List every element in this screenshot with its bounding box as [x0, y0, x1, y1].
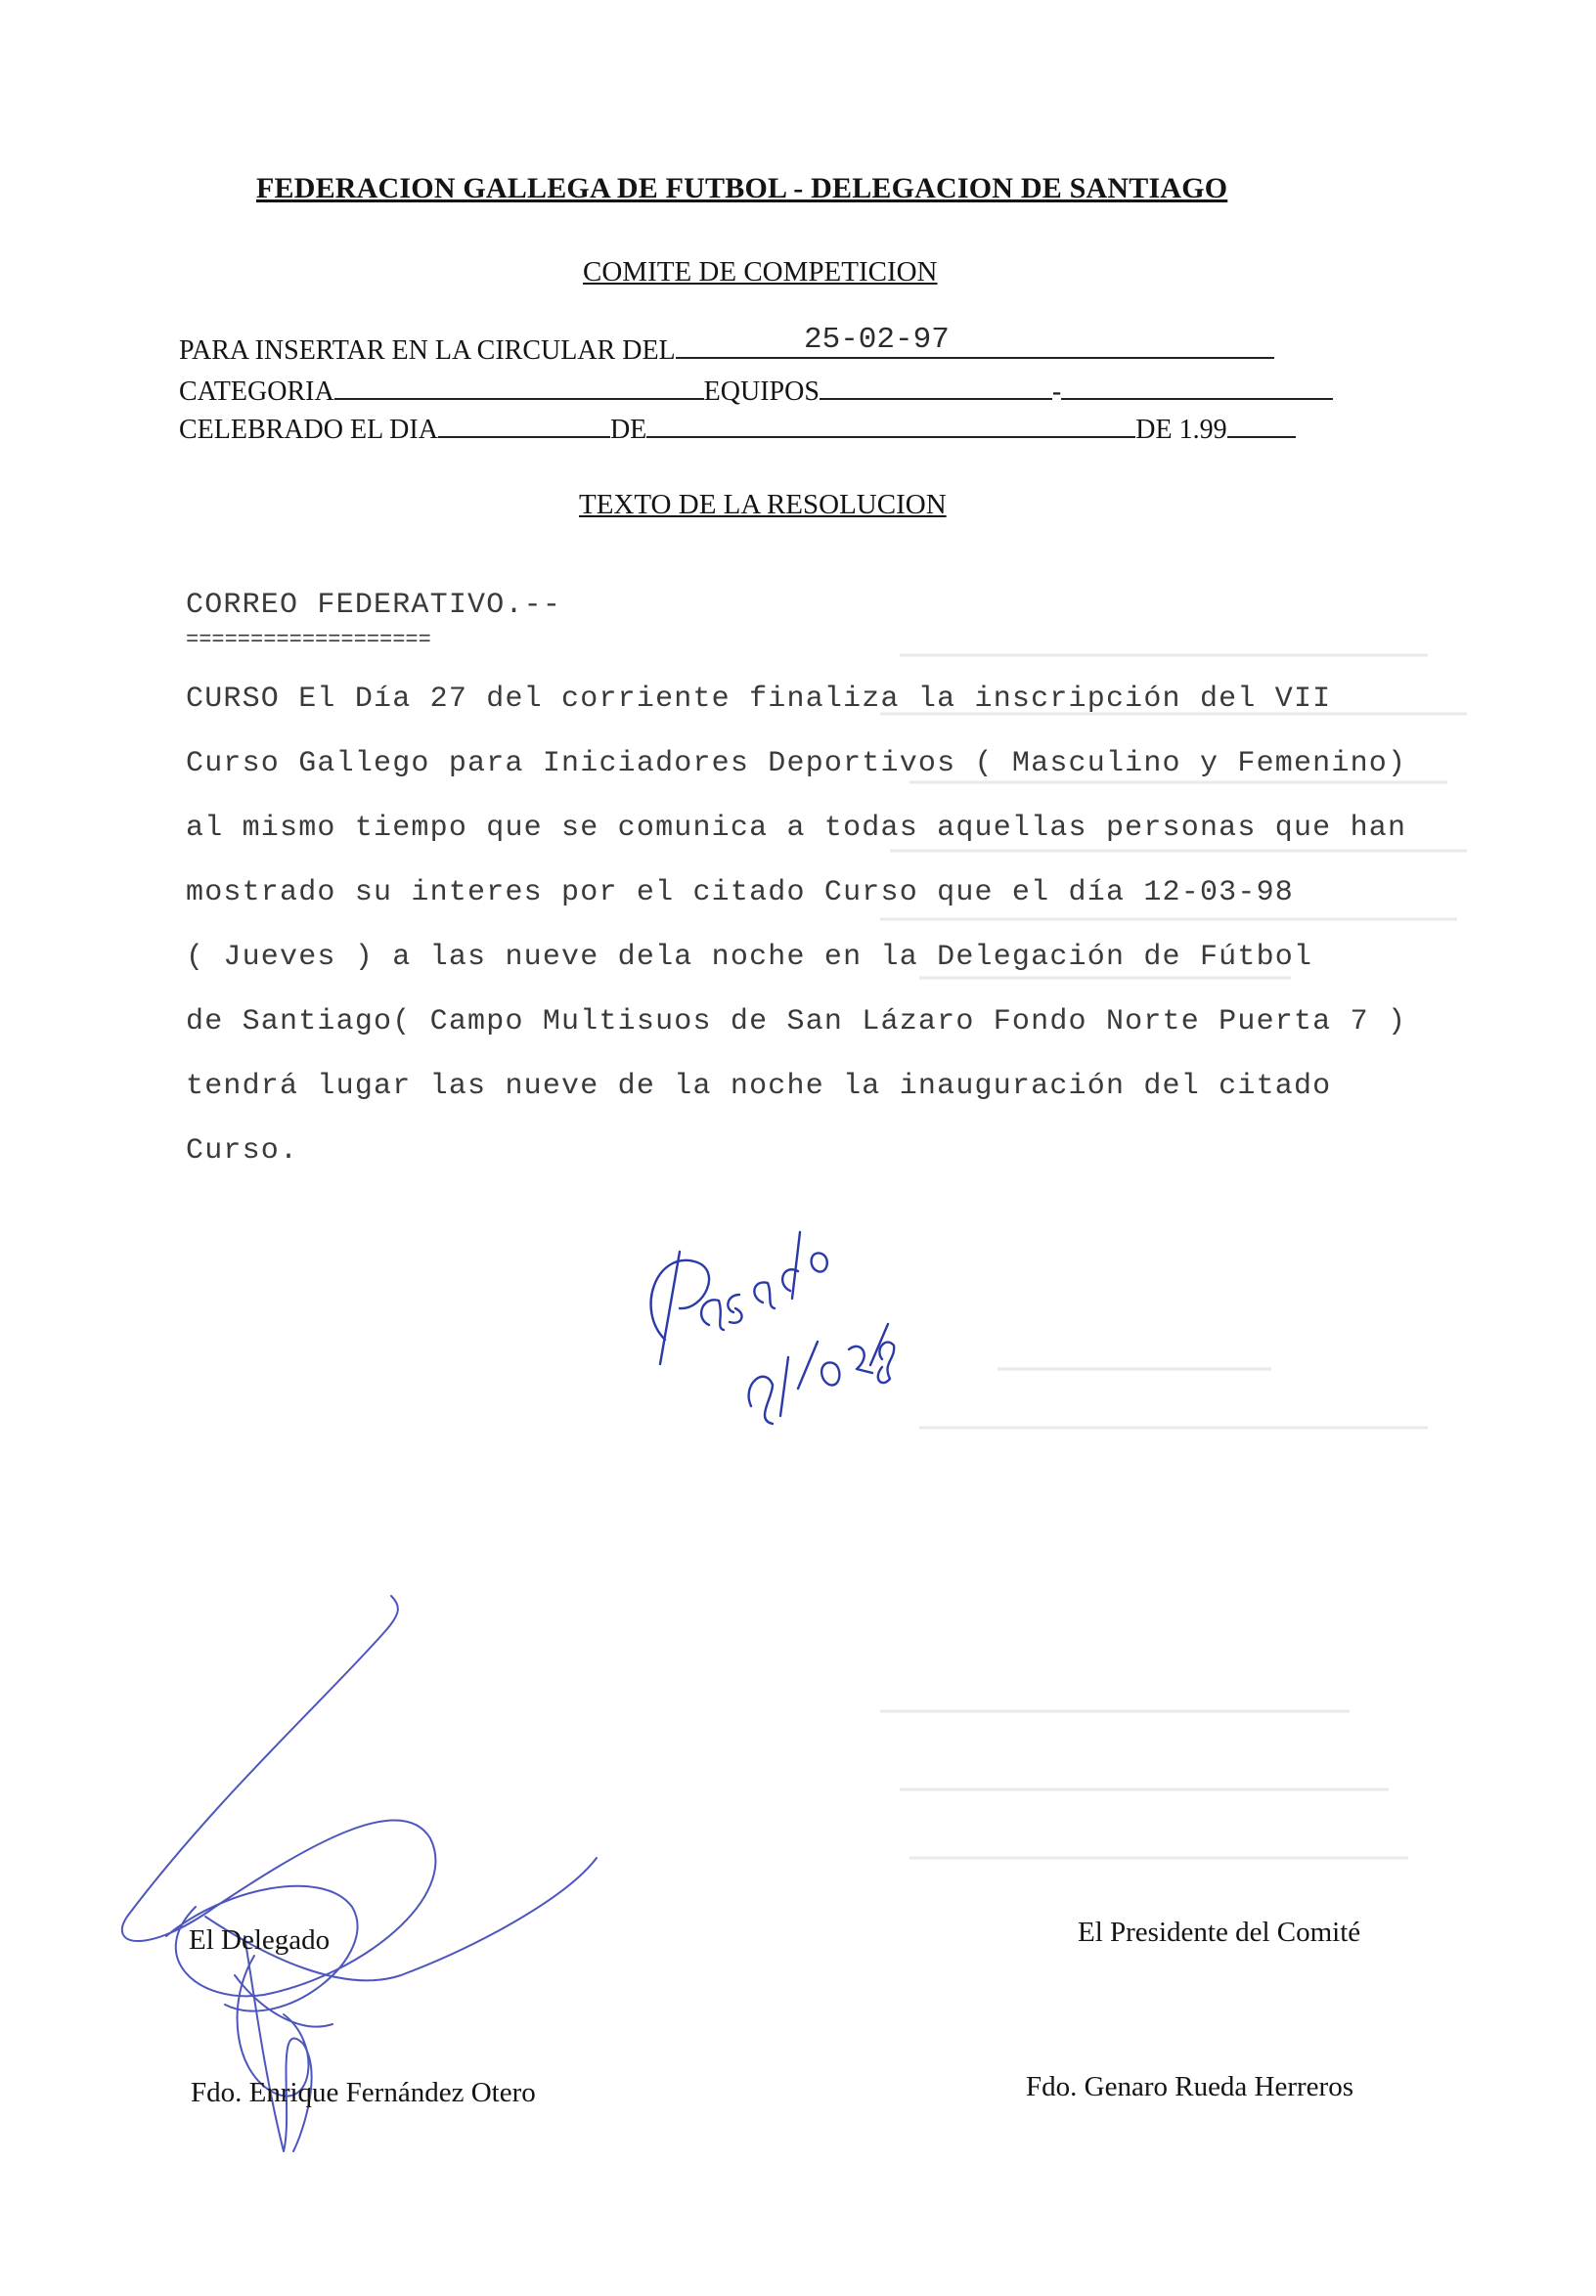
handwritten-pasado-annotation: [626, 1193, 900, 1447]
category-label: CATEGORIA: [179, 376, 334, 407]
date-line: [179, 415, 1296, 446]
teams-rule-a: [820, 396, 1052, 400]
correo-heading: CORREO FEDERATIVO.--: [186, 589, 562, 622]
insert-circular-value: 25-02-97: [804, 323, 950, 357]
de-label: DE: [609, 415, 647, 445]
resolution-line-4: mostrado su interes por el citado Curso que el día 12-03-98: [186, 876, 1294, 909]
resolution-heading: TEXTO DE LA RESOLUCION: [579, 489, 947, 520]
resolution-line-5: ( Jueves ) a las nueve dela noche en la Delegación de Fútbol: [186, 941, 1313, 974]
delegate-name: Fdo. Enrique Fernández Otero: [191, 2077, 536, 2108]
category-teams-line: [179, 376, 1333, 408]
teams-separator: -: [1051, 376, 1062, 407]
resolution-line-2: Curso Gallego para Iniciadores Deportivos ( Masculino y Femenino): [186, 747, 1407, 780]
committee-subtitle: COMITE DE COMPETICION: [583, 256, 938, 287]
federation-title: FEDERACION GALLEGA DE FUTBOL - DELEGACION DE SANTIAGO: [256, 172, 1228, 204]
date-label: CELEBRADO EL DIA: [179, 415, 438, 445]
insert-circular-line: [179, 335, 1274, 367]
resolution-line-7: tendrá lugar las nueve de la noche la inauguración del citado: [186, 1070, 1332, 1103]
resolution-line-8: Curso.: [186, 1134, 299, 1168]
insert-circular-label: PARA INSERTAR EN LA CIRCULAR DEL: [179, 335, 676, 366]
day-rule: [438, 434, 610, 438]
insert-circular-rule: [676, 355, 1274, 359]
delegate-title: El Delegado: [189, 1924, 331, 1956]
resolution-line-1: CURSO El Día 27 del corriente finaliza la inscripción del VII: [186, 683, 1332, 716]
resolution-line-3: al mismo tiempo que se comunica a todas aquellas personas que han: [186, 812, 1407, 845]
year-label: DE 1.99: [1135, 415, 1227, 445]
teams-label: EQUIPOS: [703, 376, 820, 407]
correo-underline: ===================: [186, 628, 431, 652]
month-rule: [646, 434, 1135, 438]
category-rule: [334, 396, 704, 400]
teams-rule-b: [1061, 396, 1333, 400]
president-name: Fdo. Genaro Rueda Herreros: [1026, 2071, 1354, 2102]
year-rule: [1227, 434, 1296, 438]
president-title: El Presidente del Comité: [1078, 1917, 1361, 1948]
resolution-line-6: de Santiago( Campo Multisuos de San Lázaro Fondo Norte Puerta 7 ): [186, 1005, 1407, 1038]
